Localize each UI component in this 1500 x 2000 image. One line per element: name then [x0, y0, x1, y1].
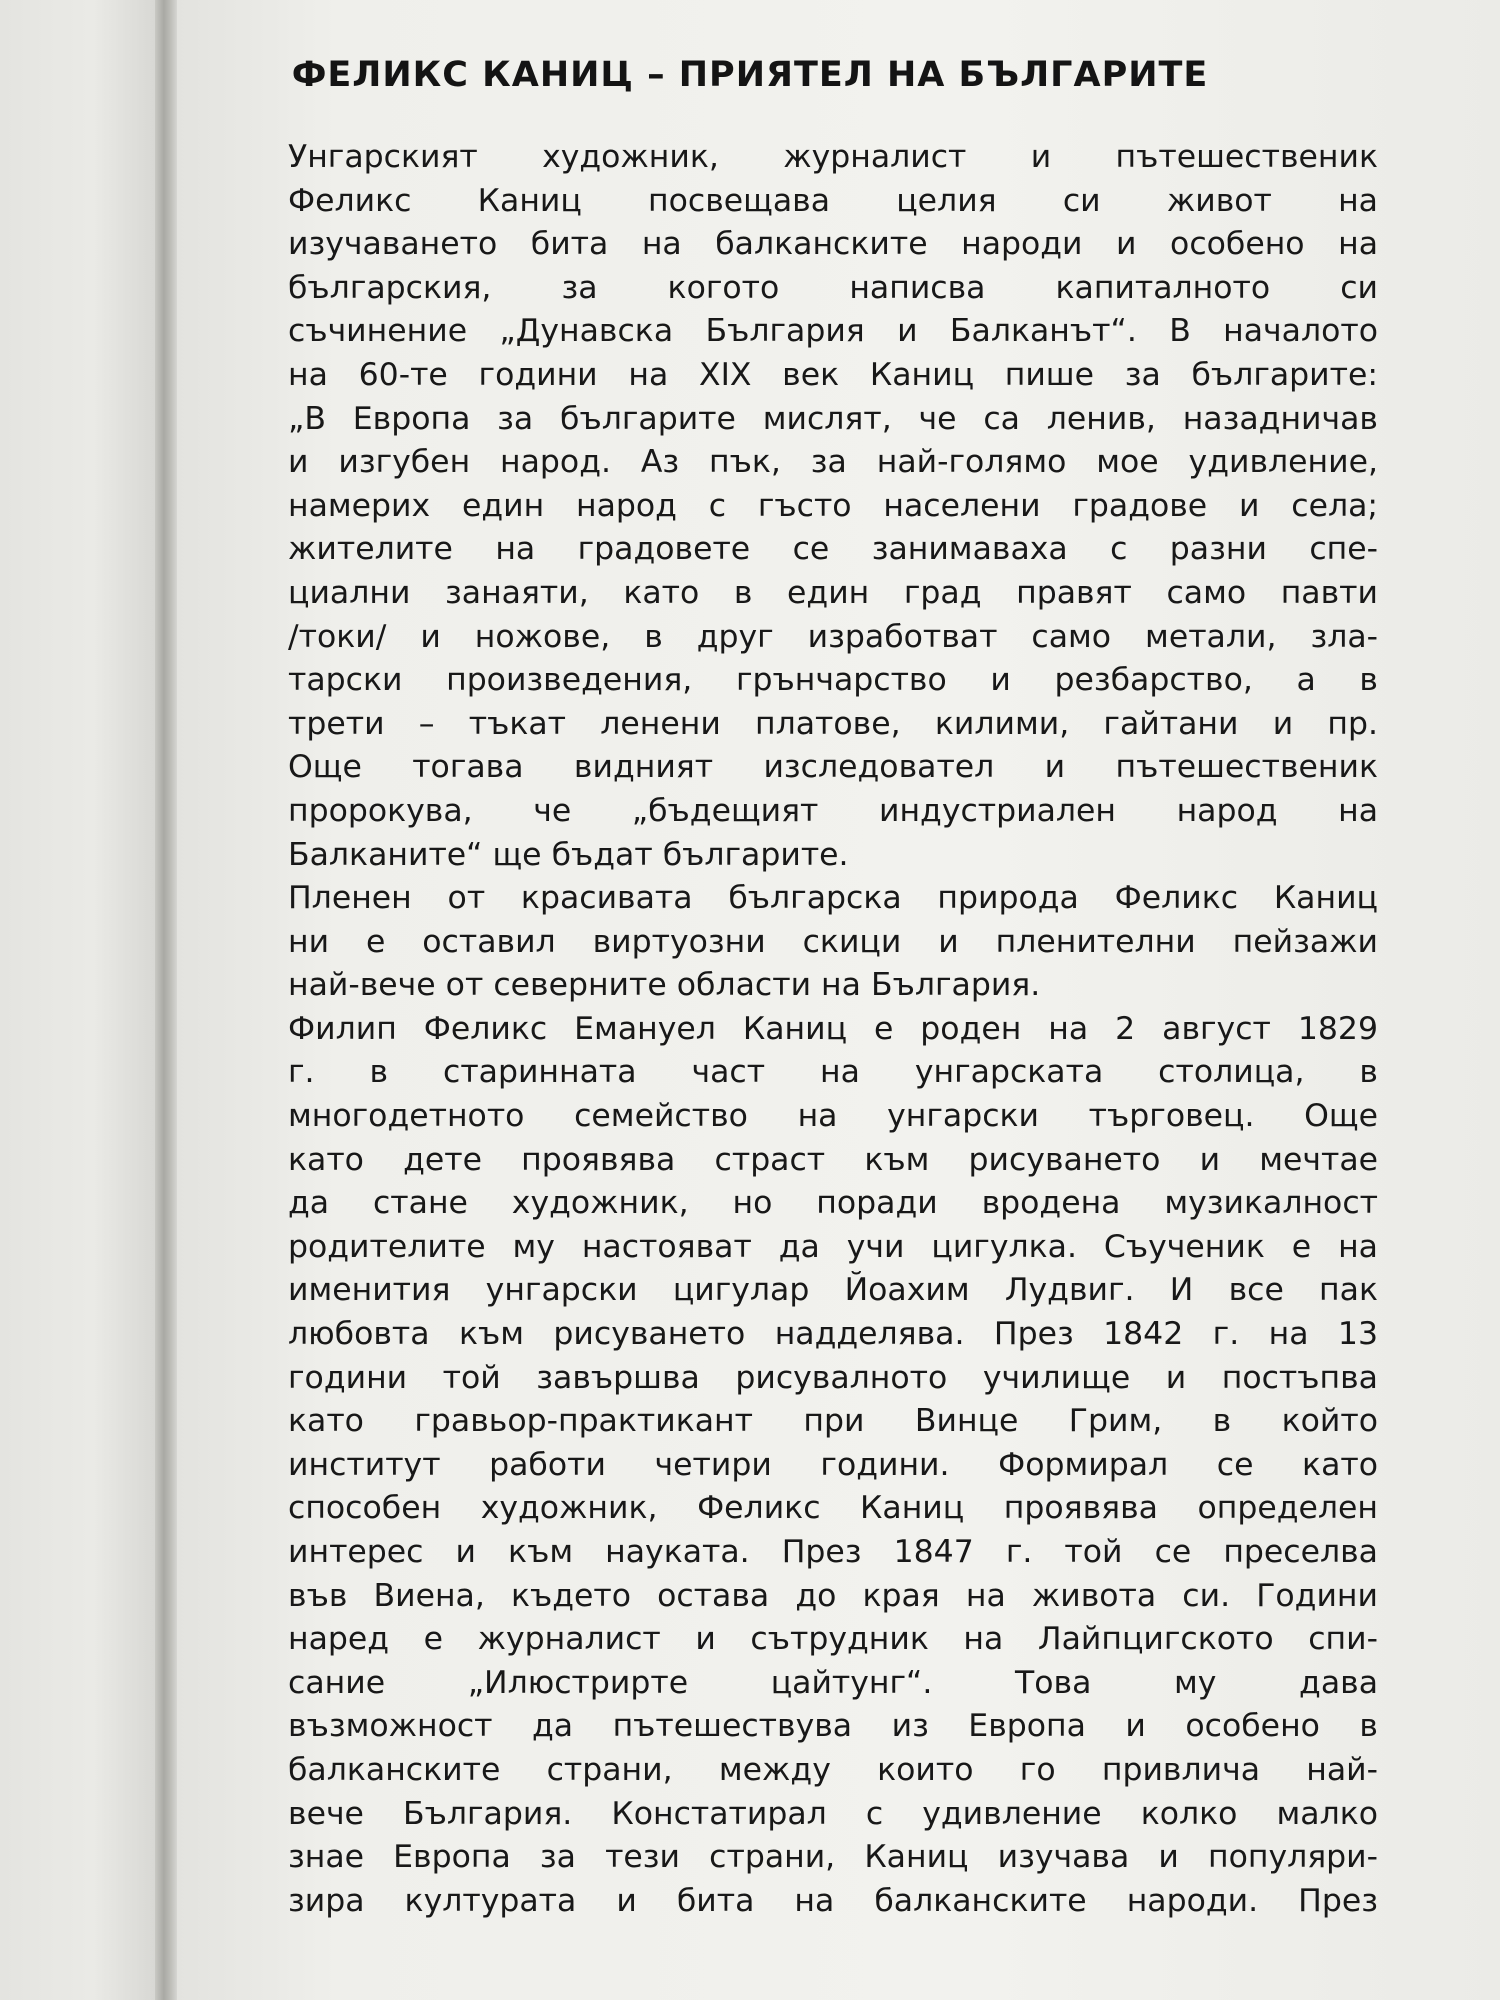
text-line: знае Европа за тези страни, Каниц изучава и популяри-: [288, 1839, 1378, 1876]
text-line: жителите на градовете се занимаваха с разни спе-: [288, 531, 1378, 568]
text-line: да стане художник, но поради вродена музикалност: [288, 1185, 1378, 1222]
text-line: години той завършва рисувалното училище и постъпва: [288, 1359, 1378, 1396]
text-line: тарски произведения, грънчарство и резбарство, а в: [288, 662, 1378, 699]
article-body: [288, 136, 1378, 1923]
text-line: българския, за когото написва капиталното си: [288, 269, 1378, 306]
text-line: Феликс Каниц посвещава целия си живот на: [288, 182, 1378, 219]
text-line: трети – тъкат ленени платове, килими, гайтани и пр.: [288, 705, 1378, 742]
text-line: интерес и към науката. През 1847 г. той се преселва: [288, 1534, 1378, 1570]
text-line: като гравьор-практикант при Винце Грим, в който: [288, 1403, 1378, 1440]
text-line: ни е оставил виртуозни скици и пленителни пейзажи: [288, 923, 1378, 960]
text-line: намерих един народ с гъсто населени градове и села;: [288, 487, 1378, 524]
text-line: циални занаяти, като в един град правят само павти: [288, 574, 1378, 611]
text-line: сание „Илюстрирте цайтунг“. Това му дава: [288, 1664, 1378, 1701]
text-line: „В Европа за българите мислят, че са ленив, назадничав: [288, 400, 1378, 437]
text-line: институт работи четири години. Формирал се като: [288, 1446, 1378, 1483]
text-line: г. в старинната част на унгарската столица, в: [288, 1054, 1378, 1091]
text-line: способен художник, Феликс Каниц проявява определен: [288, 1490, 1378, 1527]
text-line: наред е журналист и сътрудник на Лайпцигското спи-: [288, 1621, 1378, 1658]
text-line: най-вече от северните области на България.: [288, 967, 1041, 1004]
text-line: като дете проявява страст към рисуването и мечтае: [288, 1141, 1378, 1178]
text-line: пророкува, че „бъдещият индустриален народ на: [288, 792, 1378, 829]
page-title: ФЕЛИКС КАНИЦ – ПРИЯТЕЛ НА БЪЛГАРИТЕ: [291, 55, 1209, 96]
text-line: вече България. Констатирал с удивление колко малко: [288, 1795, 1378, 1832]
text-line: именития унгарски цигулар Йоахим Лудвиг. И все пак: [288, 1272, 1378, 1309]
text-line: във Виена, където остава до края на живота си. Години: [288, 1577, 1378, 1614]
text-line: /токи/ и ножове, в друг изработват само метали, зла-: [288, 618, 1378, 655]
left-page-edge: [0, 0, 155, 2000]
text-line: зира културата и бита на балканските народи. През: [288, 1882, 1378, 1919]
text-line: Още тогава видният изследовател и пътешественик: [288, 749, 1378, 786]
text-line: Унгарският художник, журналист и пътешественик: [288, 139, 1378, 175]
text-line: съчинение „Дунавска България и Балканът“. В началото: [288, 313, 1378, 350]
book-spine: [155, 0, 177, 2000]
text-line: многодетното семейство на унгарски търговец. Още: [288, 1098, 1378, 1135]
text-line: Балканите“ ще бъдат българите.: [288, 836, 849, 873]
text-line: Филип Феликс Емануел Каниц е роден на 2 август 1829: [288, 1010, 1378, 1047]
text-line: изучаването бита на балканските народи и особено на: [288, 226, 1378, 263]
text-line: възможност да пътешествува из Европа и особено в: [288, 1708, 1378, 1745]
text-line: любовта към рисуването надделява. През 1842 г. на 13: [288, 1316, 1378, 1353]
text-line: балканските страни, между които го привлича най-: [288, 1751, 1378, 1788]
text-line: Пленен от красивата българска природа Феликс Каниц: [288, 880, 1378, 917]
text-line: и изгубен народ. Аз пък, за най-голямо мое удивление,: [288, 444, 1378, 481]
text-line: родителите му настояват да учи цигулка. Съученик е на: [288, 1228, 1378, 1265]
text-line: на 60-те години на XIX век Каниц пише за българите:: [288, 356, 1378, 393]
